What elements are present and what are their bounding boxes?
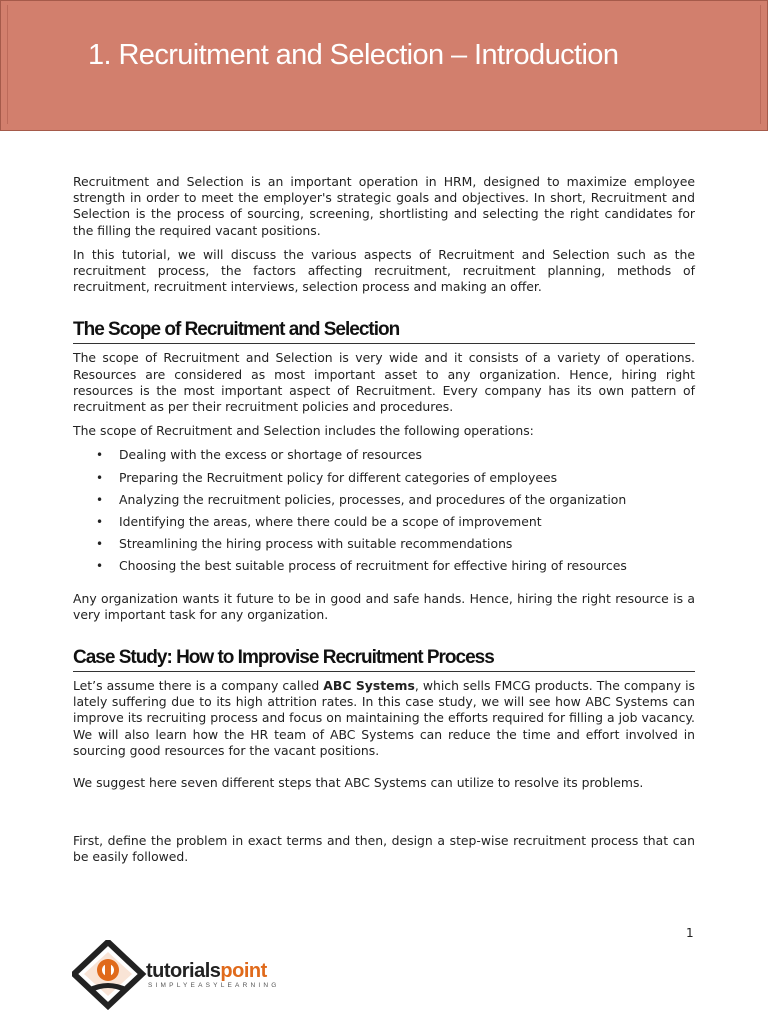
scope-paragraph-3: Any organization wants it future to be in good and safe hands. Hence, hiring the right resource is a very important task for any organization.	[73, 590, 695, 622]
document-body	[73, 174, 695, 874]
logo-wordmark: tutorialspoint	[146, 960, 267, 982]
bullet-icon: •	[96, 470, 104, 485]
list-item: • Analyzing the recruitment policies, processes, and procedures of the organization	[96, 491, 627, 507]
scope-paragraph-2: The scope of Recruitment and Selection includes the following operations:	[73, 423, 534, 439]
scope-heading: The Scope of Recruitment and Selection	[73, 319, 695, 344]
bullet-icon: •	[96, 515, 104, 530]
company-name: ABC Systems	[323, 678, 415, 694]
case-study-paragraph-1: Let’s assume there is a company called ABC Systems, which sells FMCG products. The company is lately suffering due to its high attrition rates. In this case study, we will see how ABC Systems can improve its recruiting process and focus on maintaining the efforts required for filling a job vacancy. We will also learn how the HR team of ABC Systems can reduce the time and effort involved in sourcing good resources for the vacant positions.	[73, 678, 695, 758]
bullet-icon: •	[96, 537, 104, 552]
case-study-paragraph-2: We suggest here seven different steps that ABC Systems can utilize to resolve its problems.	[73, 775, 644, 791]
list-item: • Choosing the best suitable process of recruitment for effective hiring of resources	[96, 558, 627, 574]
list-item: • Identifying the areas, where there could be a scope of improvement	[96, 514, 542, 530]
logo-tagline: SIMPLYEASYLEARNING	[148, 982, 280, 989]
intro-paragraph-2: In this tutorial, we will discuss the various aspects of Recruitment and Selection such as the recruitment process, the factors affecting recruitment, recruitment planning, methods of recruitment, recruitment interviews, selection process and making an offer.	[73, 246, 695, 295]
logo-diamond-icon	[72, 940, 152, 1010]
case-study-heading: Case Study: How to Improvise Recruitment Process	[73, 647, 695, 672]
list-item: • Streamlining the hiring process with suitable recommendations	[96, 536, 513, 552]
chapter-header-banner	[0, 0, 768, 131]
chapter-title: 1. Recruitment and Selection – Introduction	[88, 39, 619, 71]
tutorialspoint-logo	[72, 940, 322, 1010]
scope-operations-list	[73, 447, 695, 574]
bullet-icon: •	[96, 559, 104, 574]
scope-paragraph-1: The scope of Recruitment and Selection is very wide and it consists of a variety of operations. Resources are considered as most important asset to any organization. Hence, hiring right resources is the most important aspect of Recruitment. Every company has its own pattern of recruitment as per their recruitment policies and procedures.	[73, 350, 695, 415]
list-item: • Preparing the Recruitment policy for different categories of employees	[96, 469, 558, 485]
intro-paragraph-1: Recruitment and Selection is an important operation in HRM, designed to maximize employee strength in order to meet the employer's strategic goals and objectives. In short, Recruitment and Selection is the process of sourcing, screening, shortlisting and selecting the right candidates for the filling the required vacant positions.	[73, 174, 695, 238]
bullet-icon: •	[96, 492, 104, 507]
bullet-icon: •	[96, 448, 104, 463]
case-study-paragraph-3: First, define the problem in exact terms and then, design a step-wise recruitment process that can be easily followed.	[73, 833, 695, 865]
page-number: 1	[686, 926, 694, 940]
list-item: • Dealing with the excess or shortage of resources	[96, 447, 423, 463]
